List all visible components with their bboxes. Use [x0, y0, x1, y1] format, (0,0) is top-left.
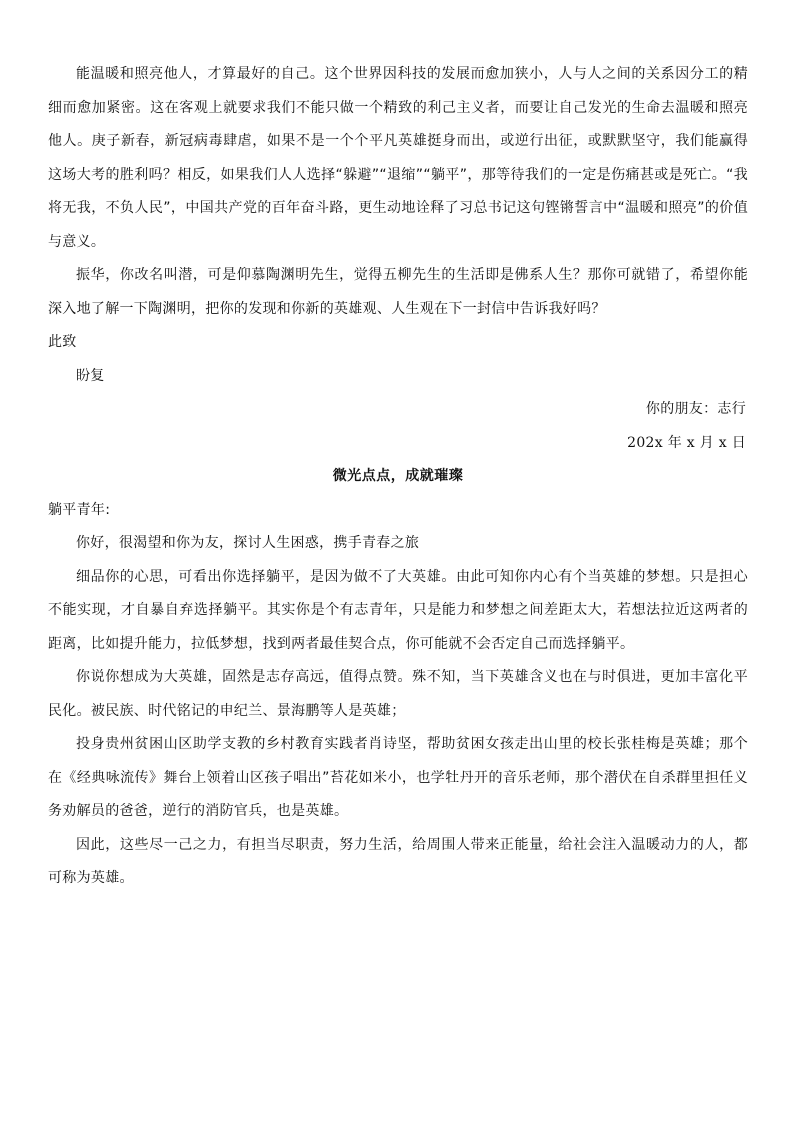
letter2-paragraph-1: 你好，很渴望和你为友，探讨人生困惑，携手青春之旅: [76, 535, 420, 551]
letter-date: 202x 年 x 月 x 日: [627, 434, 746, 451]
letter2-paragraph-5: 因此，这些尽一己之力，有担当尽职责，努力生活，给周围人带来正能量，给社会注入温暖动力的人，都可称为英雄。: [48, 836, 748, 886]
letter2-paragraph-4: 投身贵州贫困山区助学支教的乡村教育实践者肖诗坚，帮助贫困女孩走出山里的校长张桂梅是英雄；那个在《经典咏流传》舞台上领着山区孩子唱出”苔花如米小，也学牡丹开的音乐老师，那个潜伏在自杀群里担任义务劝解员的爸爸，逆行的消防官兵，也是英雄。: [48, 736, 748, 819]
letter1-paragraph-2: 振华，你改名叫潜，可是仰慕陶渊明先生，觉得五柳先生的生活即是佛系人生？那你可就错了，希望你能深入地了解一下陶渊明，把你的发现和你新的英雄观、人生观在下一封信中告诉我好吗？: [48, 267, 748, 317]
document-page: [48, 58, 748, 896]
salutation: 躺平青年:: [48, 501, 111, 518]
letter2-paragraph-2: 细品你的心思，可看出你选择躺平，是因为做不了大英雄。由此可知你内心有个当英雄的梦想。只是担心不能实现，才自暴自弃选择躺平。其实你是个有志青年，只是能力和梦想之间差距太大，若想法拉近这两者的距离，比如提升能力，拉低梦想，找到两者最佳契合点，你可能就不会否定自己而选择躺平。: [48, 568, 748, 652]
reply-text: 盼复: [76, 367, 105, 384]
essay-title: 微光点点，成就璀璨: [332, 468, 464, 484]
letter1-paragraph-1: 能温暖和照亮他人，才算最好的自己。这个世界因科技的发展而愈加狭小，人与人之间的关系因分工的精细而愈加紧密。这在客观上就要求我们不能只做一个精致的利己主义者，而要让自己发光的生命去温暖和照亮他人。庚子新春，新冠病毒肆虐，如果不是一个个平凡英雄挺身而出，或逆行出征，或默默坚守，我们能赢得这场大考的胜利吗？相反，如果我们人人选择“躲避”“退缩”“躺平”，那等待我们的一定是伤痛甚或是死亡。“我将无我，不负人民”，中国共产党的百年奋斗路，更生动地诠释了习总书记这句铿锵誓言中“温暖和照亮”的价值与意义。: [48, 66, 748, 250]
signature: 你的朋友：志行: [645, 401, 746, 417]
closing-text: 此致: [48, 334, 77, 350]
letter2-paragraph-3: 你说你想成为大英雄，固然是志存高远，值得点赞。殊不知，当下英雄含义也在与时俱进，更加丰富化平民化。被民族、时代铭记的申纪兰、景海鹏等人是英雄；: [48, 669, 748, 719]
